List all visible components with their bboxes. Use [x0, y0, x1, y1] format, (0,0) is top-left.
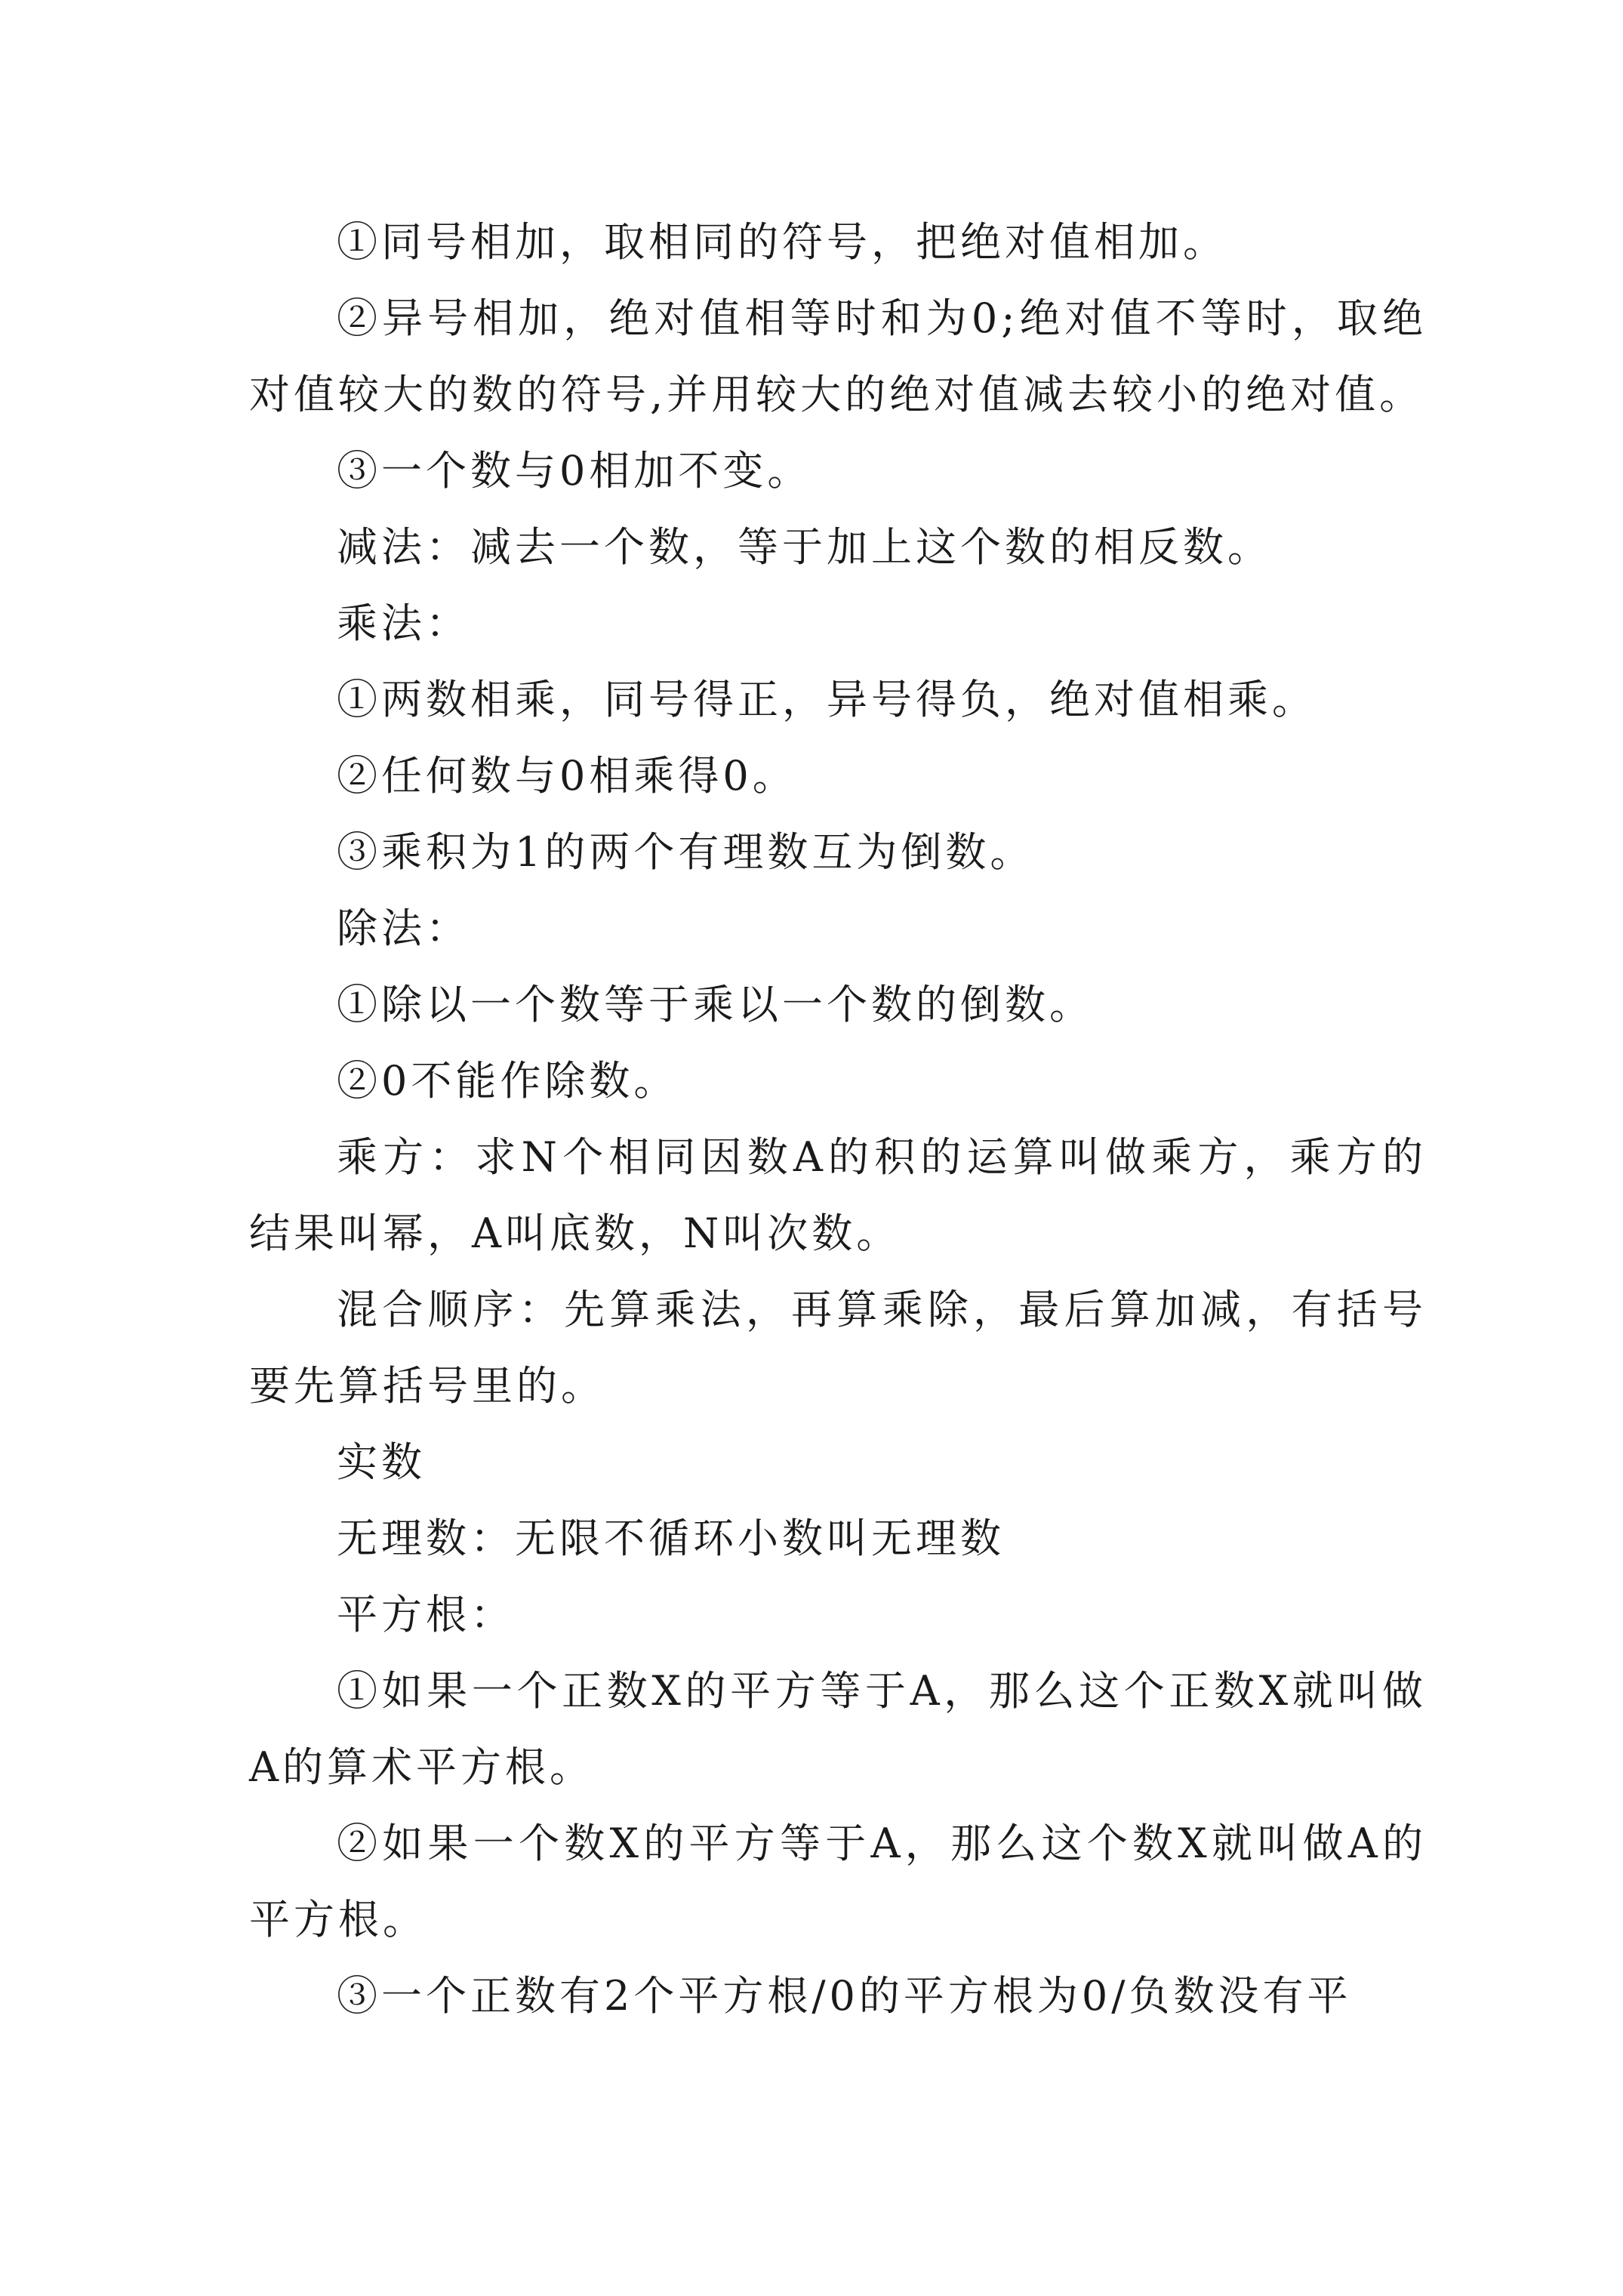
paragraph-square-root-rule-2: ②如果一个数X的平方等于A，那么这个数X就叫做A的平方根。	[249, 1820, 1427, 1943]
paragraph-subtraction: 减法：减去一个数，等于加上这个数的相反数。	[337, 523, 1272, 571]
paragraph-same-sign-addition: ①同号相加，取相同的符号，把绝对值相加。	[337, 218, 1227, 266]
paragraph-square-root-rule-1: ①如果一个正数X的平方等于A，那么这个正数X就叫做A的算术平方根。	[249, 1667, 1427, 1791]
paragraph-division-rule-2: ②0不能作除数。	[337, 1057, 679, 1105]
heading-real-numbers: 实数	[337, 1438, 426, 1486]
heading-multiplication: 乘法：	[337, 599, 470, 647]
paragraph-exponentiation: 乘方：求N个相同因数A的积的运算叫做乘方，乘方的结果叫幂，A叫底数，N叫次数。	[249, 1133, 1427, 1257]
paragraph-square-root-rule-3: ③一个正数有2个平方根/0的平方根为0/负数没有平	[337, 1972, 1352, 2020]
paragraph-order-of-operations: 混合顺序：先算乘法，再算乘除，最后算加减，有括号要先算括号里的。	[249, 1286, 1427, 1410]
body-text	[249, 204, 1427, 2034]
paragraph-different-sign-addition: ②异号相加，绝对值相等时和为0;绝对值不等时，取绝对值较大的数的符号,并用较大的绝对值减去较小的绝对值。	[249, 294, 1427, 418]
heading-division: 除法：	[337, 905, 470, 952]
paragraph-irrational-numbers: 无理数：无限不循环小数叫无理数	[337, 1515, 1005, 1562]
paragraph-add-zero: ③一个数与0相加不变。	[337, 447, 812, 495]
paragraph-division-rule-1: ①除以一个数等于乘以一个数的倒数。	[337, 981, 1094, 1028]
paragraph-multiplication-rule-1: ①两数相乘，同号得正，异号得负，绝对值相乘。	[337, 676, 1317, 723]
paragraph-multiplication-rule-3: ③乘积为1的两个有理数互为倒数。	[337, 828, 1035, 876]
paragraph-multiplication-rule-2: ②任何数与0相乘得0。	[337, 752, 797, 800]
heading-square-root: 平方根：	[337, 1591, 515, 1638]
